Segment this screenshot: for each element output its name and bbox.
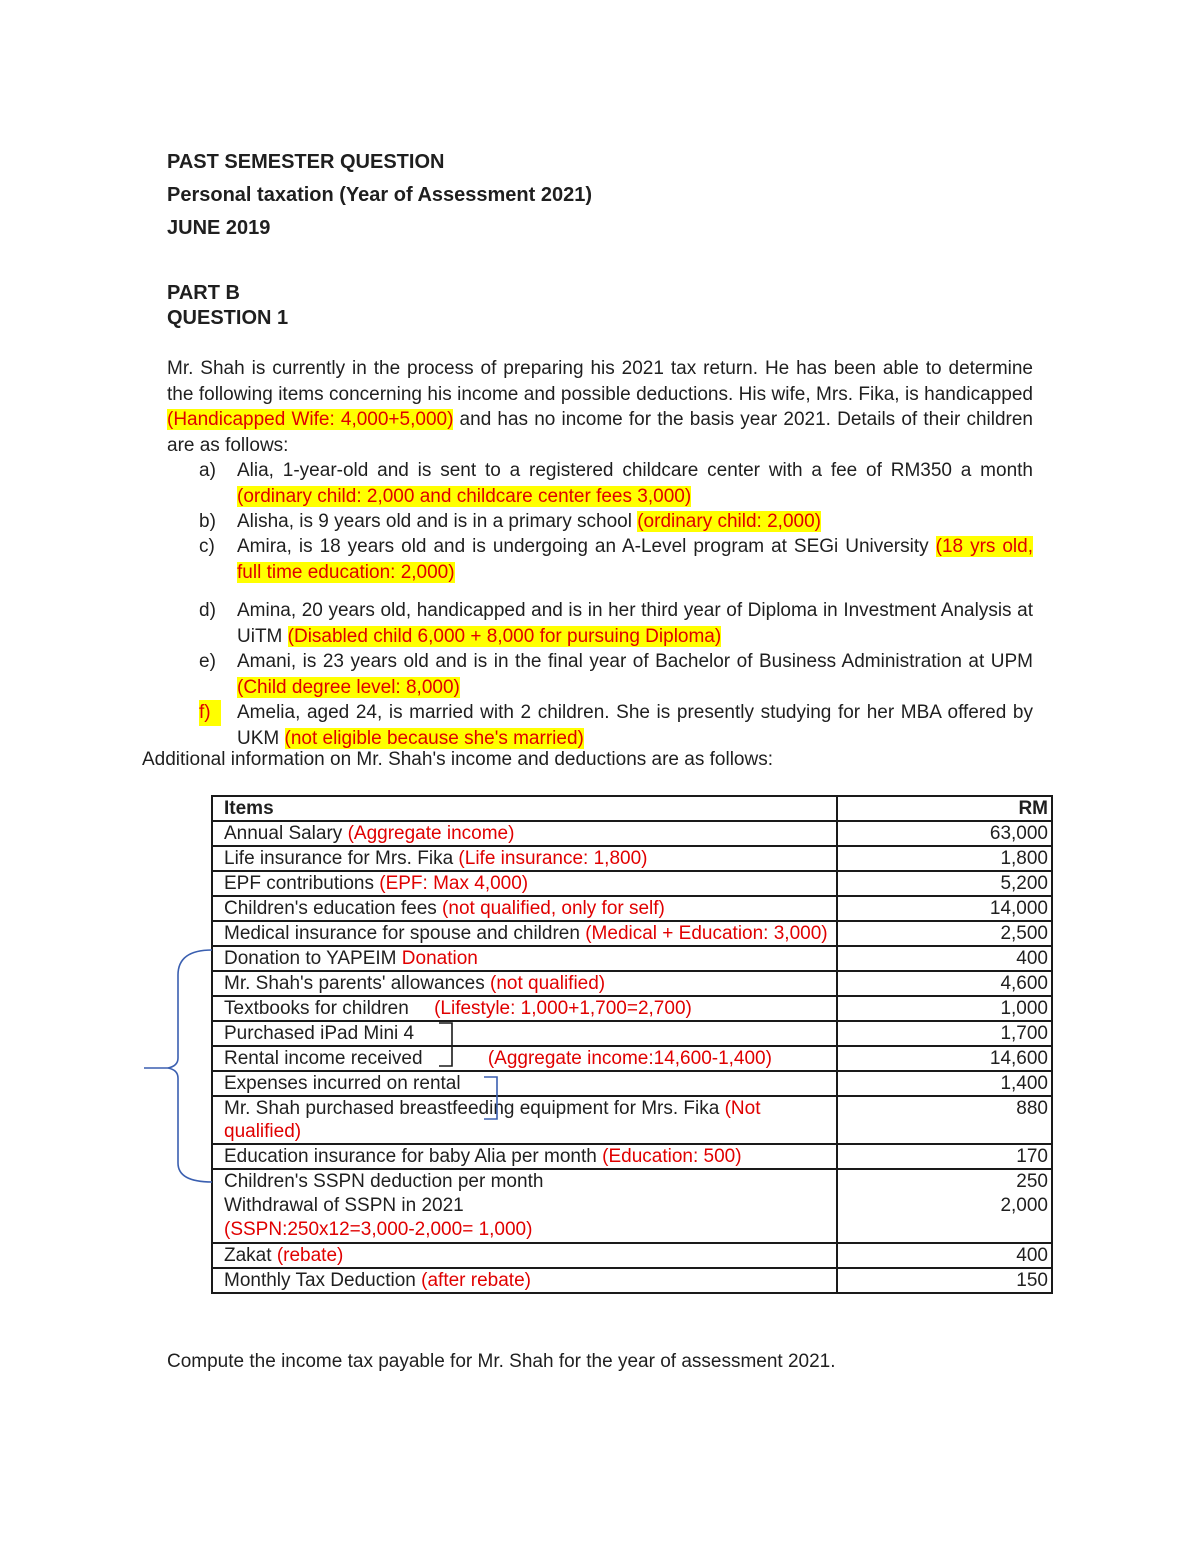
doc-title: PAST SEMESTER QUESTION bbox=[167, 151, 445, 173]
table-row: Children's SSPN deduction per month Withdrawal of SSPN in 2021 (SSPN:250x12=3,000-2,000= 1,000) 250 2,000 bbox=[212, 1169, 1052, 1243]
header-rm: RM bbox=[837, 796, 1052, 821]
child-note: (ordinary child: 2,000 and childcare center fees 3,000) bbox=[237, 485, 692, 507]
list-marker: b) bbox=[199, 511, 216, 532]
table-row: Monthly Tax Deduction (after rebate) 150 bbox=[212, 1268, 1052, 1293]
table-row: Zakat (rebate) 400 bbox=[212, 1243, 1052, 1268]
list-marker: d) bbox=[199, 600, 216, 621]
table-row: Mr. Shah's parents' allowances (not qualified) 4,600 bbox=[212, 971, 1052, 996]
doc-date: JUNE 2019 bbox=[167, 217, 271, 239]
list-marker: c) bbox=[199, 536, 215, 557]
list-text: Amani, is 23 years old and is in the final year of Bachelor of Business Administration at UPM (Child degree level: 8,000) bbox=[237, 651, 1033, 698]
final-question: Compute the income tax payable for Mr. Shah for the year of assessment 2021. bbox=[167, 1351, 836, 1372]
table-row: Annual Salary (Aggregate income) 63,000 bbox=[212, 821, 1052, 846]
table-row: Mr. Shah purchased breastfeeding equipment for Mrs. Fika (Not qualified) 880 bbox=[212, 1096, 1052, 1144]
part-heading: PART B bbox=[167, 282, 240, 304]
list-text: Amira, is 18 years old and is undergoing an A-Level program at SEGi University (18 yrs old, full time education: 2,000) bbox=[237, 536, 1034, 583]
header-items: Items bbox=[212, 796, 837, 821]
list-text: Amelia, aged 24, is married with 2 children. She is presently studying for her MBA offered by UKM (not eligible because she's married) bbox=[237, 702, 1033, 749]
list-text: Alia, 1-year-old and is sent to a registered childcare center with a fee of RM350 a month (ordinary child: 2,000 and childcare center fees 3,000) bbox=[237, 460, 1033, 507]
list-text: Amina, 20 years old, handicapped and is in her third year of Diploma in Investment Analysis at UiTM (Disabled child 6,000 + 8,000 for pursuing Diploma) bbox=[237, 600, 1033, 647]
table-row: Education insurance for baby Alia per month (Education: 500) 170 bbox=[212, 1144, 1052, 1169]
child-note: (18 yrs old, full time education: 2,000) bbox=[237, 536, 1034, 583]
table-row: Rental income received (Aggregate income:14,600-1,400) 14,600 bbox=[212, 1046, 1052, 1071]
doc-subtitle: Personal taxation (Year of Assessment 2021) bbox=[167, 184, 592, 206]
rental-bracket bbox=[484, 1077, 497, 1119]
child-note: (not eligible because she's married) bbox=[284, 727, 584, 749]
table-row: Textbooks for children (Lifestyle: 1,000+1,700=2,700) 1,000 bbox=[212, 996, 1052, 1021]
additional-info: Additional information on Mr. Shah's income and deductions are as follows: bbox=[142, 749, 773, 770]
intro-text-2: and has no income for the basis year 2021. Details of their children are as follows: bbox=[167, 409, 1033, 456]
table-row: Expenses incurred on rental 1,400 bbox=[212, 1071, 1052, 1096]
list-marker: e) bbox=[199, 651, 216, 672]
intro-text-1: Mr. Shah is currently in the process of preparing his 2021 tax return. He has been able to determine the following items concerning his income and possible deductions. His wife, Mrs. Fika, is handicapped bbox=[167, 358, 1033, 405]
table-row: EPF contributions (EPF: Max 4,000) 5,200 bbox=[212, 871, 1052, 896]
table-row: Life insurance for Mrs. Fika (Life insurance: 1,800) 1,800 bbox=[212, 846, 1052, 871]
child-note: (Child degree level: 8,000) bbox=[237, 676, 460, 698]
table-row: Purchased iPad Mini 4 1,700 bbox=[212, 1021, 1052, 1046]
table-row: Medical insurance for spouse and children (Medical + Education: 3,000) 2,500 bbox=[212, 921, 1052, 946]
question-heading: QUESTION 1 bbox=[167, 307, 289, 329]
table-row: Children's education fees (not qualified, only for self) 14,000 bbox=[212, 896, 1052, 921]
list-text: Alisha, is 9 years old and is in a primary school (ordinary child: 2,000) bbox=[237, 511, 821, 532]
list-marker: f) bbox=[199, 700, 221, 726]
intro-note: (Handicapped Wife: 4,000+5,000) bbox=[167, 409, 454, 430]
table-row: Donation to YAPEIM Donation 400 bbox=[212, 946, 1052, 971]
child-note: (Disabled child 6,000 + 8,000 for pursuing Diploma) bbox=[287, 625, 722, 647]
left-curly-bracket bbox=[168, 950, 212, 1182]
child-note: (ordinary child: 2,000) bbox=[637, 511, 821, 532]
list-marker: a) bbox=[199, 460, 216, 481]
lifestyle-bracket bbox=[439, 1023, 452, 1066]
